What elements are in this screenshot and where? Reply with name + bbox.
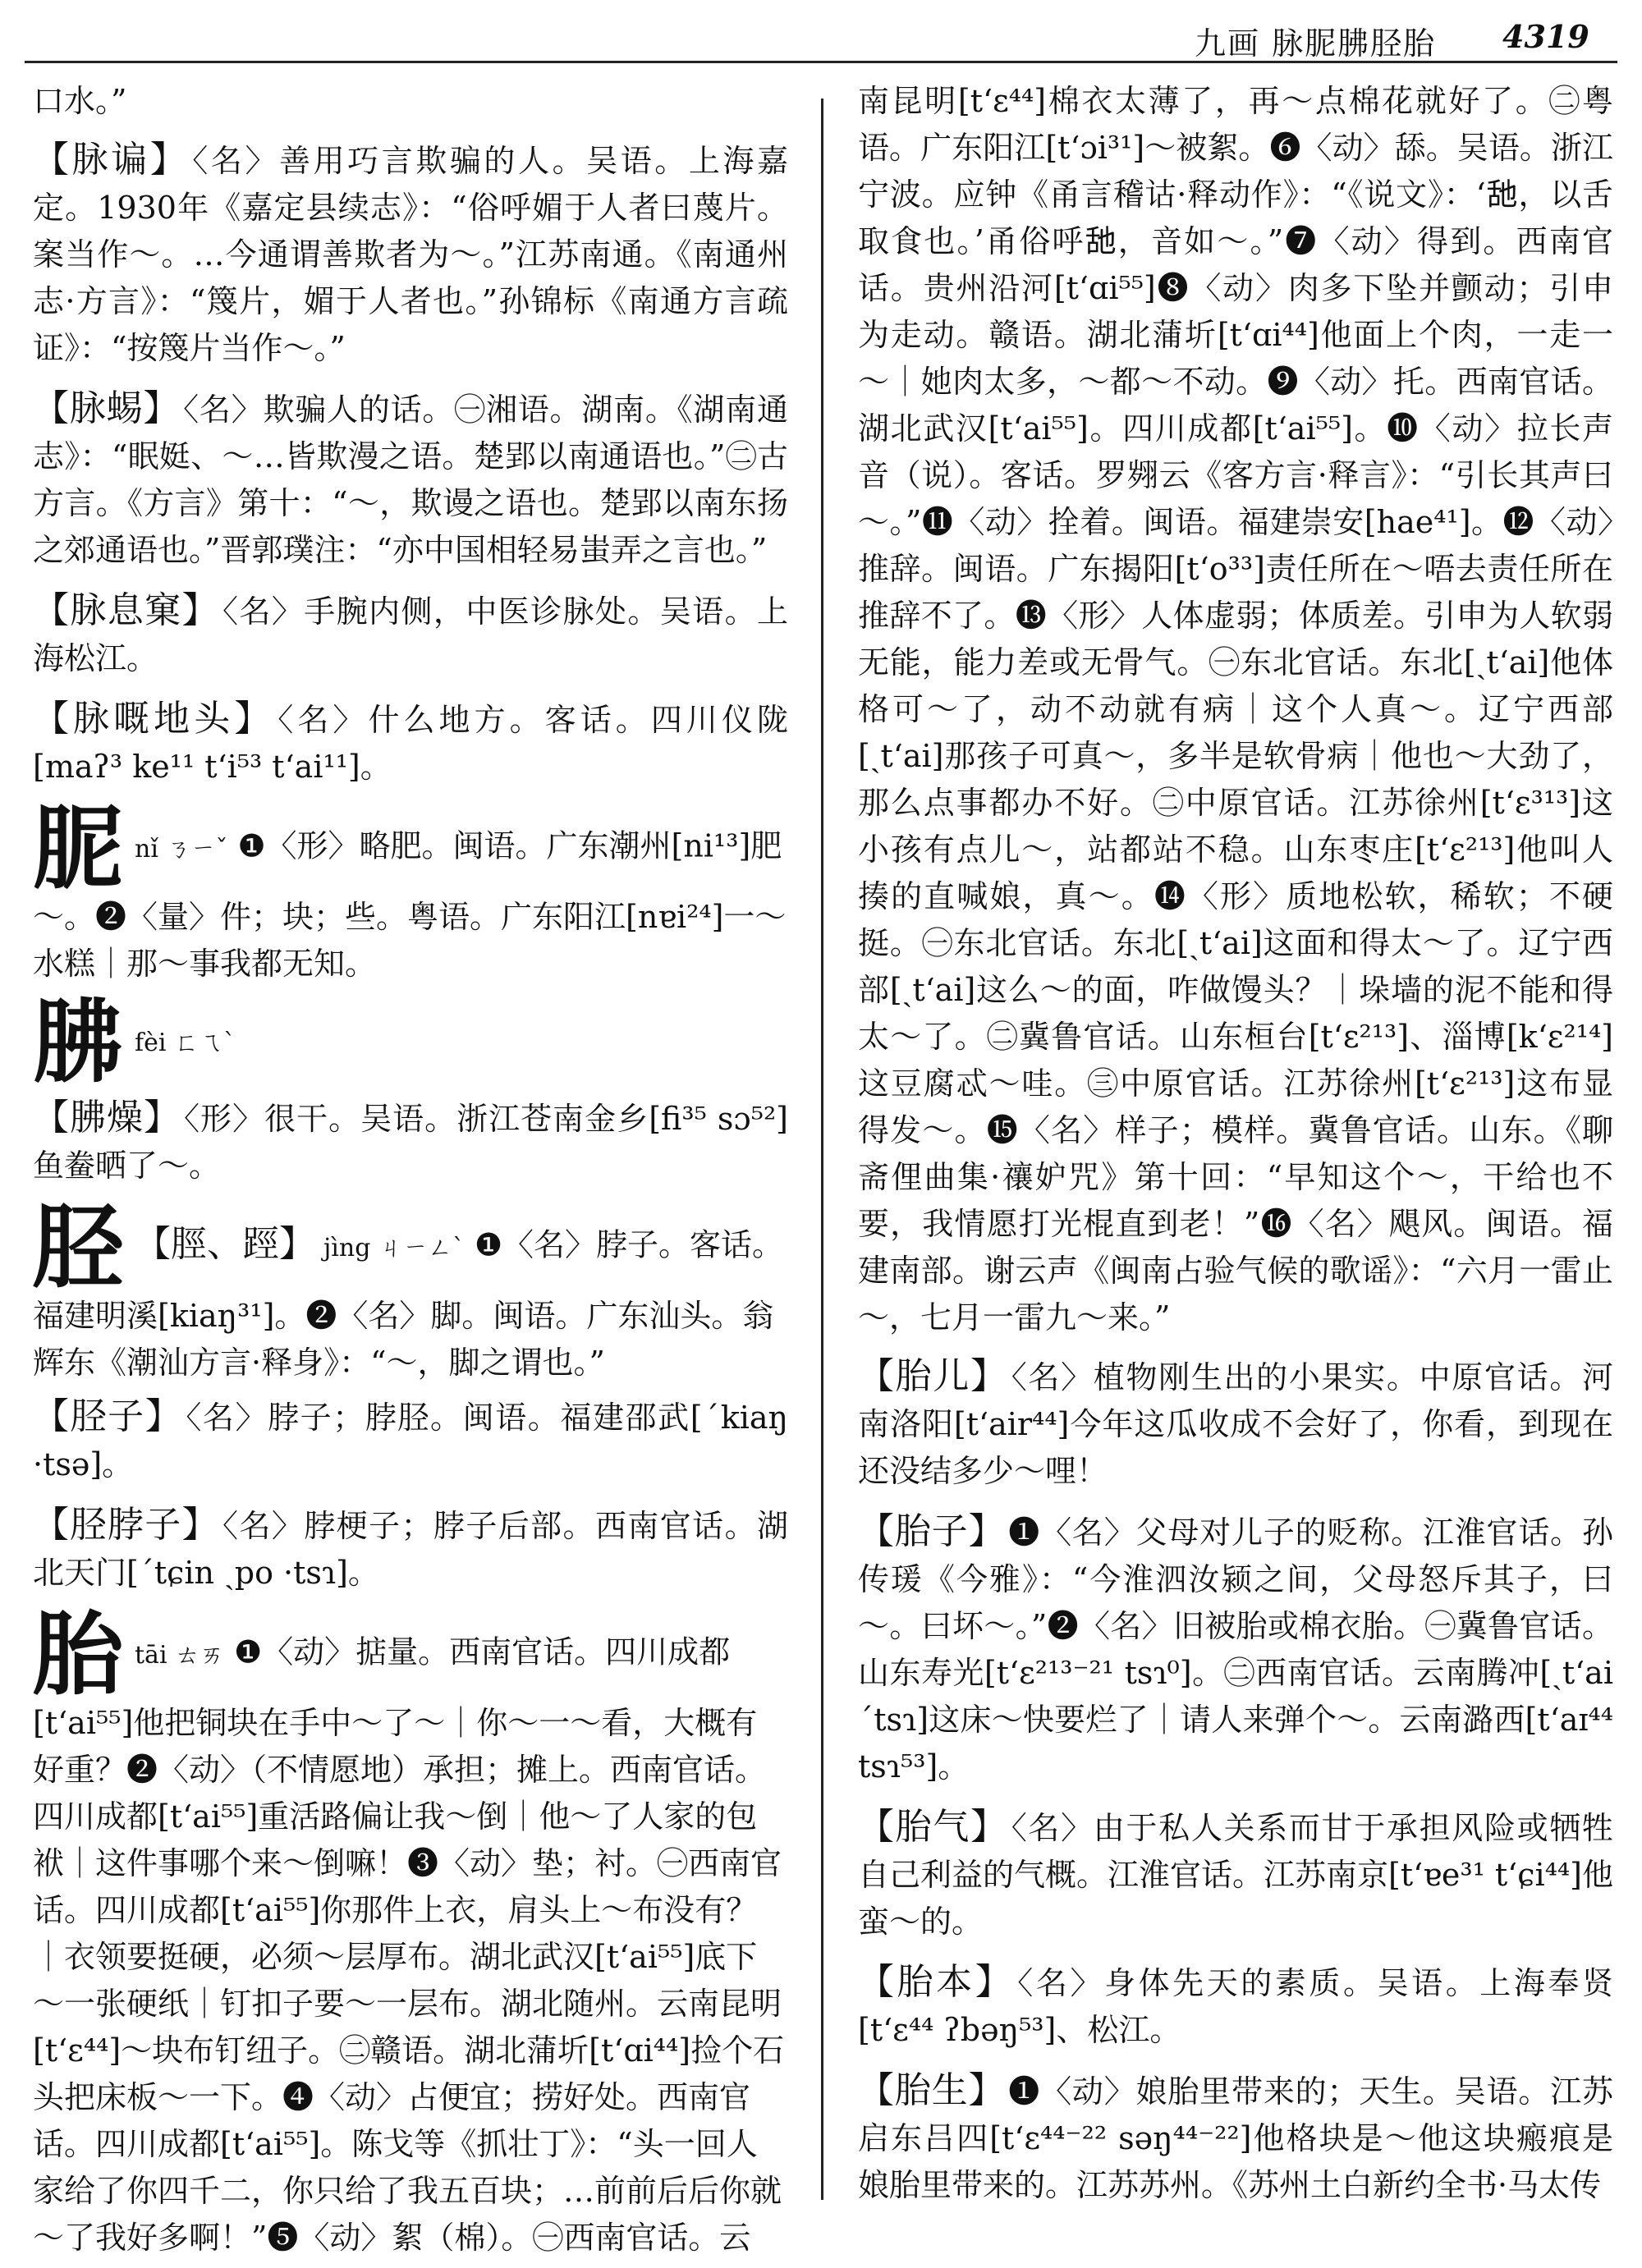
definition: 〈名〉脖子；脖胫。闽语。福建邵武[ˊkiaŋ ·tsə]。: [33, 1400, 789, 1482]
definition: 〈形〉很干。吴语。浙江苍南金乡[fi³⁵ sɔ⁵²]鱼鲞晒了～。: [33, 1101, 789, 1184]
header-rule: [25, 61, 1617, 63]
definition: ❶〈动〉娘胎里带来的；天生。吴语。江苏启东吕四[tʻɛ⁴⁴⁻²² səŋ⁴⁴⁻²²]他格块是～他这块瘢痕是娘胎里带来的。江苏苏州。《苏州土白新约全书·马太传: [858, 2073, 1613, 2203]
continuation-text: 口水。”: [33, 83, 127, 119]
headword: 【胇燥】: [33, 1097, 181, 1139]
definition: 〈名〉身体先天的素质。吴语。上海奉贤[tʻɛ⁴⁴ ʔbəŋ⁵³]、松江。: [858, 1965, 1614, 2048]
entry-mai-yi: [33, 385, 788, 574]
definition: 〈名〉欺骗人的话。㊀湘语。湖南。《湖南通志》：“眠娗、～…皆欺漫之语。楚郢以南通语也。”㊁古方言。《方言》第十：“～，欺谩之语也。楚郢以南东扬之郊通语也。”晋郭璞注：“亦中国相轻易蚩弄之言也。”: [33, 392, 788, 568]
entry-mai-xi-ke: [33, 587, 788, 682]
headword: 【脉嘅地头】: [33, 698, 275, 740]
pronunciation: tāi ㄊㄞ: [135, 1640, 225, 1670]
continuation-text: 南昆明[tʻɛ⁴⁴]棉衣太薄了，再～点棉花就好了。㊁粤语。广东阳江[tʻɔi³¹]～被絮。❻〈动〉舔。吴语。浙江宁波。应钟《甬言稽诂·释动作》：“《说文》：‘𦧇，以舌取食也。’甬俗呼𦧇，音如～。”❼〈动〉得到。西南官话。贵州沿河[tʻɑi⁵⁵]❽〈动〉肉多下坠并颤动；引申为走动。赣语。湖北蒲圻[tʻɑi⁴⁴]他面上个肉，一走一～｜她肉太多，～都～不动。❾〈动〉托。西南官话。湖北武汉[tʻai⁵⁵]。四川成都[tʻai⁵⁵]。❿〈动〉拉长声音（说）。客话。罗翙云《客方言·释言》：“引长其声曰～。”⓫〈动〉拴着。闽语。福建崇安[hae⁴¹]。⓬〈动〉推辞。闽语。广东揭阳[tʻo³³]责任所在～唔去责任所在推辞不了。⓭〈形〉人体虚弱；体质差。引申为人软弱无能，能力差或无骨气。㊀东北官话。东北[ˏtʻai]他体格可～了，动不动就有病｜这个人真～。辽宁西部[ˏtʻai]那孩子可真～，多半是软骨病｜他也～大劲了，那么点事都办不好。㊁中原官话。江苏徐州[tʻɛ³¹³]这小孩有点儿～，站都站不稳。山东枣庄[tʻɛ²¹³]他叫人揍的直喊娘，真～。⓮〈形〉质地松软，稀软；不硬挺。㊀东北官话。东北[ˏtʻai]这面和得太～了。辽宁西部[ˏtʻai]这么～的面，咋做馒头？｜垛墙的泥不能和得太～了。㊁冀鲁官话。山东桓台[tʻɛ²¹³]、淄博[kʻɛ²¹⁴]这豆腐忒～哇。㊂中原官话。江苏徐州[tʻɛ²¹³]这布显得发～。⓯〈名〉样子；模样。冀鲁官话。山东。《聊斋俚曲集·禳妒咒》第十回：“早知这个～，干给也不要，我情愿打光棍直到老！”⓰〈名〉飓风。闽语。福建南部。谢云声《闽南占验气候的歌谣》：“六月一雷止～，七月一雷九～来。”: [858, 83, 1613, 1336]
entry-tai-ben: [858, 1959, 1613, 2054]
left-column: [33, 78, 788, 2268]
column-divider: [821, 99, 823, 2200]
definition: ❶〈形〉略肥。闽语。广东潮州[ni¹³]肥～。❷〈量〉件；块；些。粤语。广东阳江[nɐi²⁴]一～水糕｜那～事我都无知。: [33, 827, 787, 982]
entry-tai-sheng: [858, 2067, 1613, 2209]
definition: 〈名〉手腕内侧，中医诊脉处。吴语。上海松江。: [33, 593, 788, 676]
entry-jing-zi: [33, 1393, 788, 1488]
definition: 〈名〉脖梗子；脖子后部。西南官话。湖北天门[ˊtɕin ˏpo ·tsɿ]。: [33, 1508, 788, 1591]
pronunciation: jìng ㄐㄧㄥˋ: [323, 1233, 465, 1262]
headword: 【胎子】: [858, 1510, 1006, 1552]
entry-jing-bo-zi: [33, 1501, 788, 1597]
head-char-jing: [33, 1194, 788, 1386]
headword: 【胎生】: [858, 2069, 1006, 2111]
pronunciation: fèi ㄈㄟˋ: [135, 1028, 236, 1057]
headword: 【胎本】: [858, 1961, 1015, 2003]
entry-fei-zao: [33, 1094, 788, 1189]
pronunciation: nǐ ㄋㄧˇ: [135, 834, 228, 864]
entry-mai-pian: [33, 136, 788, 372]
entry-mai-kai-di-tou: [33, 695, 788, 790]
entry-tai-er: [858, 1353, 1613, 1495]
definition: ❶〈名〉脖子。客话。福建明溪[kiaŋ³¹]。❷〈名〉脚。闽语。广东汕头。翁辉东《潮汕方言·释身》：“～，脚之谓也。”: [33, 1226, 784, 1381]
big-headword: 胇: [33, 989, 123, 1095]
definition: 〈名〉由于私人关系而甘于承担风险或牺牲自己利益的气概。江淮官话。江苏南京[tʻɐe³¹ tʻɕi⁴⁴]他蛮～的。: [858, 1810, 1613, 1940]
variant-forms: 【脛、踁】: [135, 1222, 315, 1265]
headword: 【胎气】: [858, 1806, 1008, 1848]
head-char-tai: [33, 1601, 788, 2261]
entry-tai-zi: [858, 1508, 1613, 1790]
headword: 【脉谝】: [33, 139, 190, 181]
headword: 【胫子】: [33, 1395, 183, 1437]
entry-tai-qi: [858, 1803, 1613, 1945]
definition: ❶〈名〉父母对儿子的贬称。江淮官话。孙传瑗《今雅》：“今淮泗汝颍之间，父母怒斥其子，曰～。曰坏～。”❷〈名〉旧被胎或棉衣胎。㊀冀鲁官话。山东寿光[tʻɛ²¹³⁻²¹ tsɿ⁰]。㊁西南官话。云南腾冲[ˏtʻai ˊtsɿ]这床～快要烂了｜请人来弹个～。云南潞西[tʻaɪ⁴⁴ tsɿ⁵³]。: [858, 1514, 1613, 1785]
headword: 【胎儿】: [858, 1355, 1008, 1397]
page-header: [0, 0, 1642, 66]
running-head: 九画 脉胒胇胫胎: [1195, 25, 1437, 62]
page-number: 4319: [1502, 18, 1589, 55]
definition: 〈名〉植物刚生出的小果实。中原官话。河南洛阳[tʻair⁴⁴]今年这瓜收成不会好了，你看，到现在还没结多少～哩！: [858, 1359, 1613, 1489]
head-char-fei: [33, 989, 788, 1095]
head-char-ni: [33, 795, 788, 987]
right-column: [858, 78, 1613, 2222]
definition: ❶〈动〉掂量。西南官话。四川成都[tʻai⁵⁵]他把铜块在手中～了～｜你～一～看，大概有好重？❷〈动〉（不情愿地）承担；摊上。西南官话。四川成都[tʻai⁵⁵]重活路偏让我～倒｜他～了人家的包袱｜这件事哪个来～倒嘛！❸〈动〉垫；衬。㊀西南官话。四川成都[tʻai⁵⁵]你那件上衣，肩头上～布没有？｜衣领要挺硬，必须～层厚布。湖北武汉[tʻai⁵⁵]底下～一张硬纸｜钉扣子要～一层布。湖北随州。云南昆明[tʻɛ⁴⁴]～块布钉纽子。㊁赣语。湖北蒲圻[tʻɑi⁴⁴]捡个石头把床板～一下。❹〈动〉占便宜；捞好处。西南官话。四川成都[tʻai⁵⁵]。陈戈等《抓壮丁》：“头一回人家给了你四千二，你只给了我五百块；…前前后后你就～了我好多啊！”❺〈动〉絮（棉）。㊀西南官话。云: [33, 1633, 785, 2256]
definition: 〈名〉善用巧言欺骗的人。吴语。上海嘉定。1930年《嘉定县续志》：“俗呼媚于人者曰蔑片。案当作～。…今通谓善欺者为～。”江苏南通。《南通州志·方言》：“篾片，媚于人者也。”孙锦标《南通方言疏证》：“按篾片当作～。”: [33, 143, 789, 366]
headword: 【脉蜴】: [33, 387, 181, 429]
headword: 【胫脖子】: [33, 1504, 220, 1546]
headword: 【脉息窠】: [33, 589, 220, 631]
big-headword: 胒: [33, 795, 123, 901]
big-headword: 胎: [33, 1601, 123, 1707]
definition: 〈名〉什么地方。客话。四川仪陇[maʔ³ ke¹¹ tʻi⁵³ tʻai¹¹]。: [33, 702, 788, 785]
big-headword: 胫: [33, 1194, 123, 1300]
